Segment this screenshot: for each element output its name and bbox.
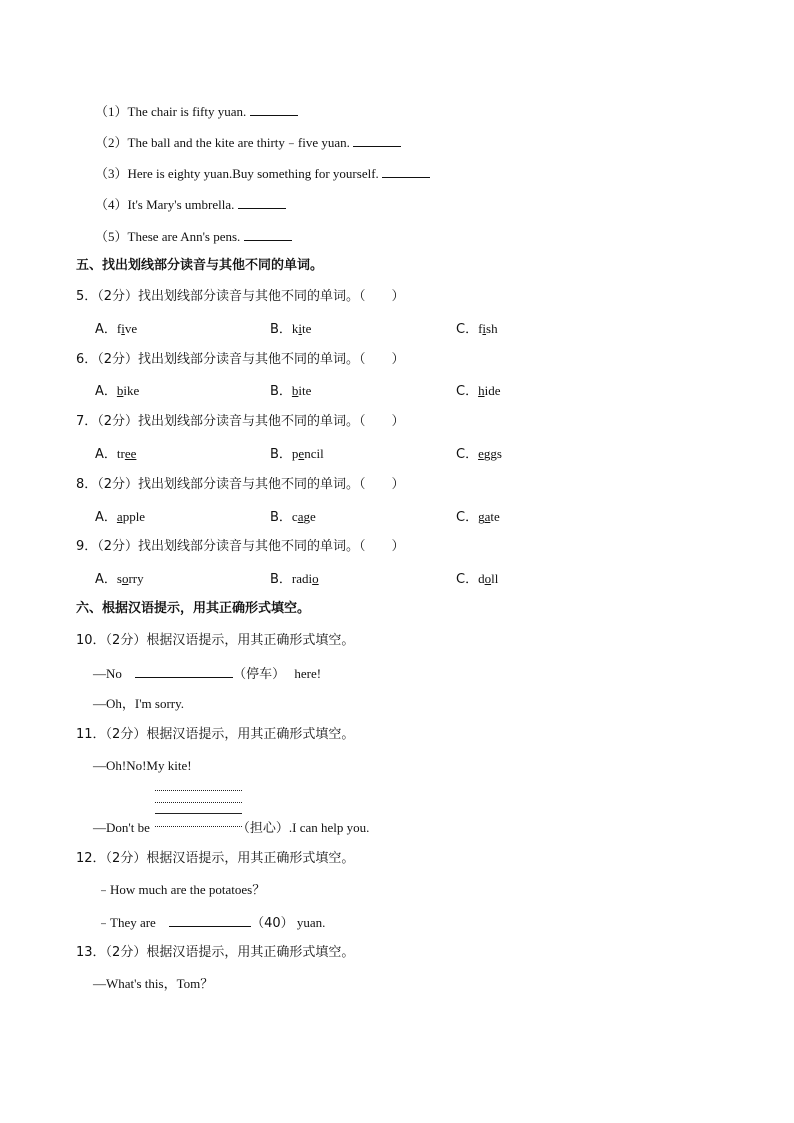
option-b[interactable]: B．kite xyxy=(270,321,312,337)
option-a[interactable]: A．five xyxy=(95,321,138,337)
question-stem: 13．（2分）根据汉语提示，用其正确形式填空。 xyxy=(76,945,355,960)
question-stem: 7．（2分）找出划线部分读音与其他不同的单词。（ ） xyxy=(76,414,405,429)
option-a[interactable]: A．apple xyxy=(95,509,146,525)
option-a[interactable]: A．bike xyxy=(95,383,140,399)
option-a[interactable]: A．tree xyxy=(95,446,137,462)
question-stem: 11．（2分）根据汉语提示，用其正确形式填空。 xyxy=(76,727,355,742)
question-stem: 8．（2分）找出划线部分读音与其他不同的单词。（ ） xyxy=(76,477,405,492)
item-3: （3）Here is eighty yuan.Buy something for yourself. xyxy=(95,165,430,182)
question-stem: 9．（2分）找出划线部分读音与其他不同的单词。（ ） xyxy=(76,539,405,554)
section-heading-5: 五、找出划线部分读音与其他不同的单词。 xyxy=(76,258,324,273)
option-c[interactable]: C．doll xyxy=(456,571,499,587)
item-4: （4）It's Mary's umbrella. xyxy=(95,196,286,213)
dialog-line: —What's this，Tom？ xyxy=(93,976,214,991)
option-a[interactable]: A．sorry xyxy=(95,571,144,587)
answer-blank[interactable] xyxy=(244,228,292,241)
question-stem: 5．（2分）找出划线部分读音与其他不同的单词。（ ） xyxy=(76,289,405,304)
option-c[interactable]: C．eggs xyxy=(456,446,502,462)
dialog-line: —Oh，I'm sorry. xyxy=(93,696,185,711)
section-heading-6: 六、根据汉语提示，用其正确形式填空。 xyxy=(76,601,311,616)
question-stem: 12．（2分）根据汉语提示，用其正确形式填空。 xyxy=(76,851,355,866)
writing-guide-line xyxy=(155,802,242,803)
option-c[interactable]: C．fish xyxy=(456,321,498,337)
dialog-line: —Oh!No!My kite! xyxy=(93,758,192,773)
answer-blank[interactable] xyxy=(238,196,286,209)
dialog-line: —No （停车） here! xyxy=(93,666,322,682)
question-stem: 10．（2分）根据汉语提示，用其正确形式填空。 xyxy=(76,633,355,648)
option-b[interactable]: B．pencil xyxy=(270,446,324,462)
question-stem: 6．（2分）找出划线部分读音与其他不同的单词。（ ） xyxy=(76,352,405,367)
option-b[interactable]: B．radio xyxy=(270,571,319,587)
dialog-line: ﹣They are （40） yuan. xyxy=(97,915,326,931)
answer-blank[interactable] xyxy=(250,103,298,116)
answer-blank[interactable] xyxy=(135,665,233,678)
answer-blank[interactable] xyxy=(169,914,251,927)
answer-blank[interactable] xyxy=(382,165,430,178)
dialog-line: —Don't be （担心）.I can help you. xyxy=(93,820,370,836)
option-b[interactable]: B．cage xyxy=(270,509,316,525)
writing-guide-line xyxy=(155,813,242,814)
item-5: （5）These are Ann's pens. xyxy=(95,228,292,245)
writing-guide-line xyxy=(155,790,242,791)
option-b[interactable]: B．bite xyxy=(270,383,312,399)
answer-blank[interactable] xyxy=(353,134,401,147)
option-c[interactable]: C．hide xyxy=(456,383,501,399)
item-1: （1）The chair is fifty yuan. xyxy=(95,103,298,120)
dialog-line: ﹣How much are the potatoes？ xyxy=(97,882,266,897)
item-2: （2）The ball and the kite are thirty﹣five yuan. xyxy=(95,134,401,151)
option-c[interactable]: C．gate xyxy=(456,509,500,525)
